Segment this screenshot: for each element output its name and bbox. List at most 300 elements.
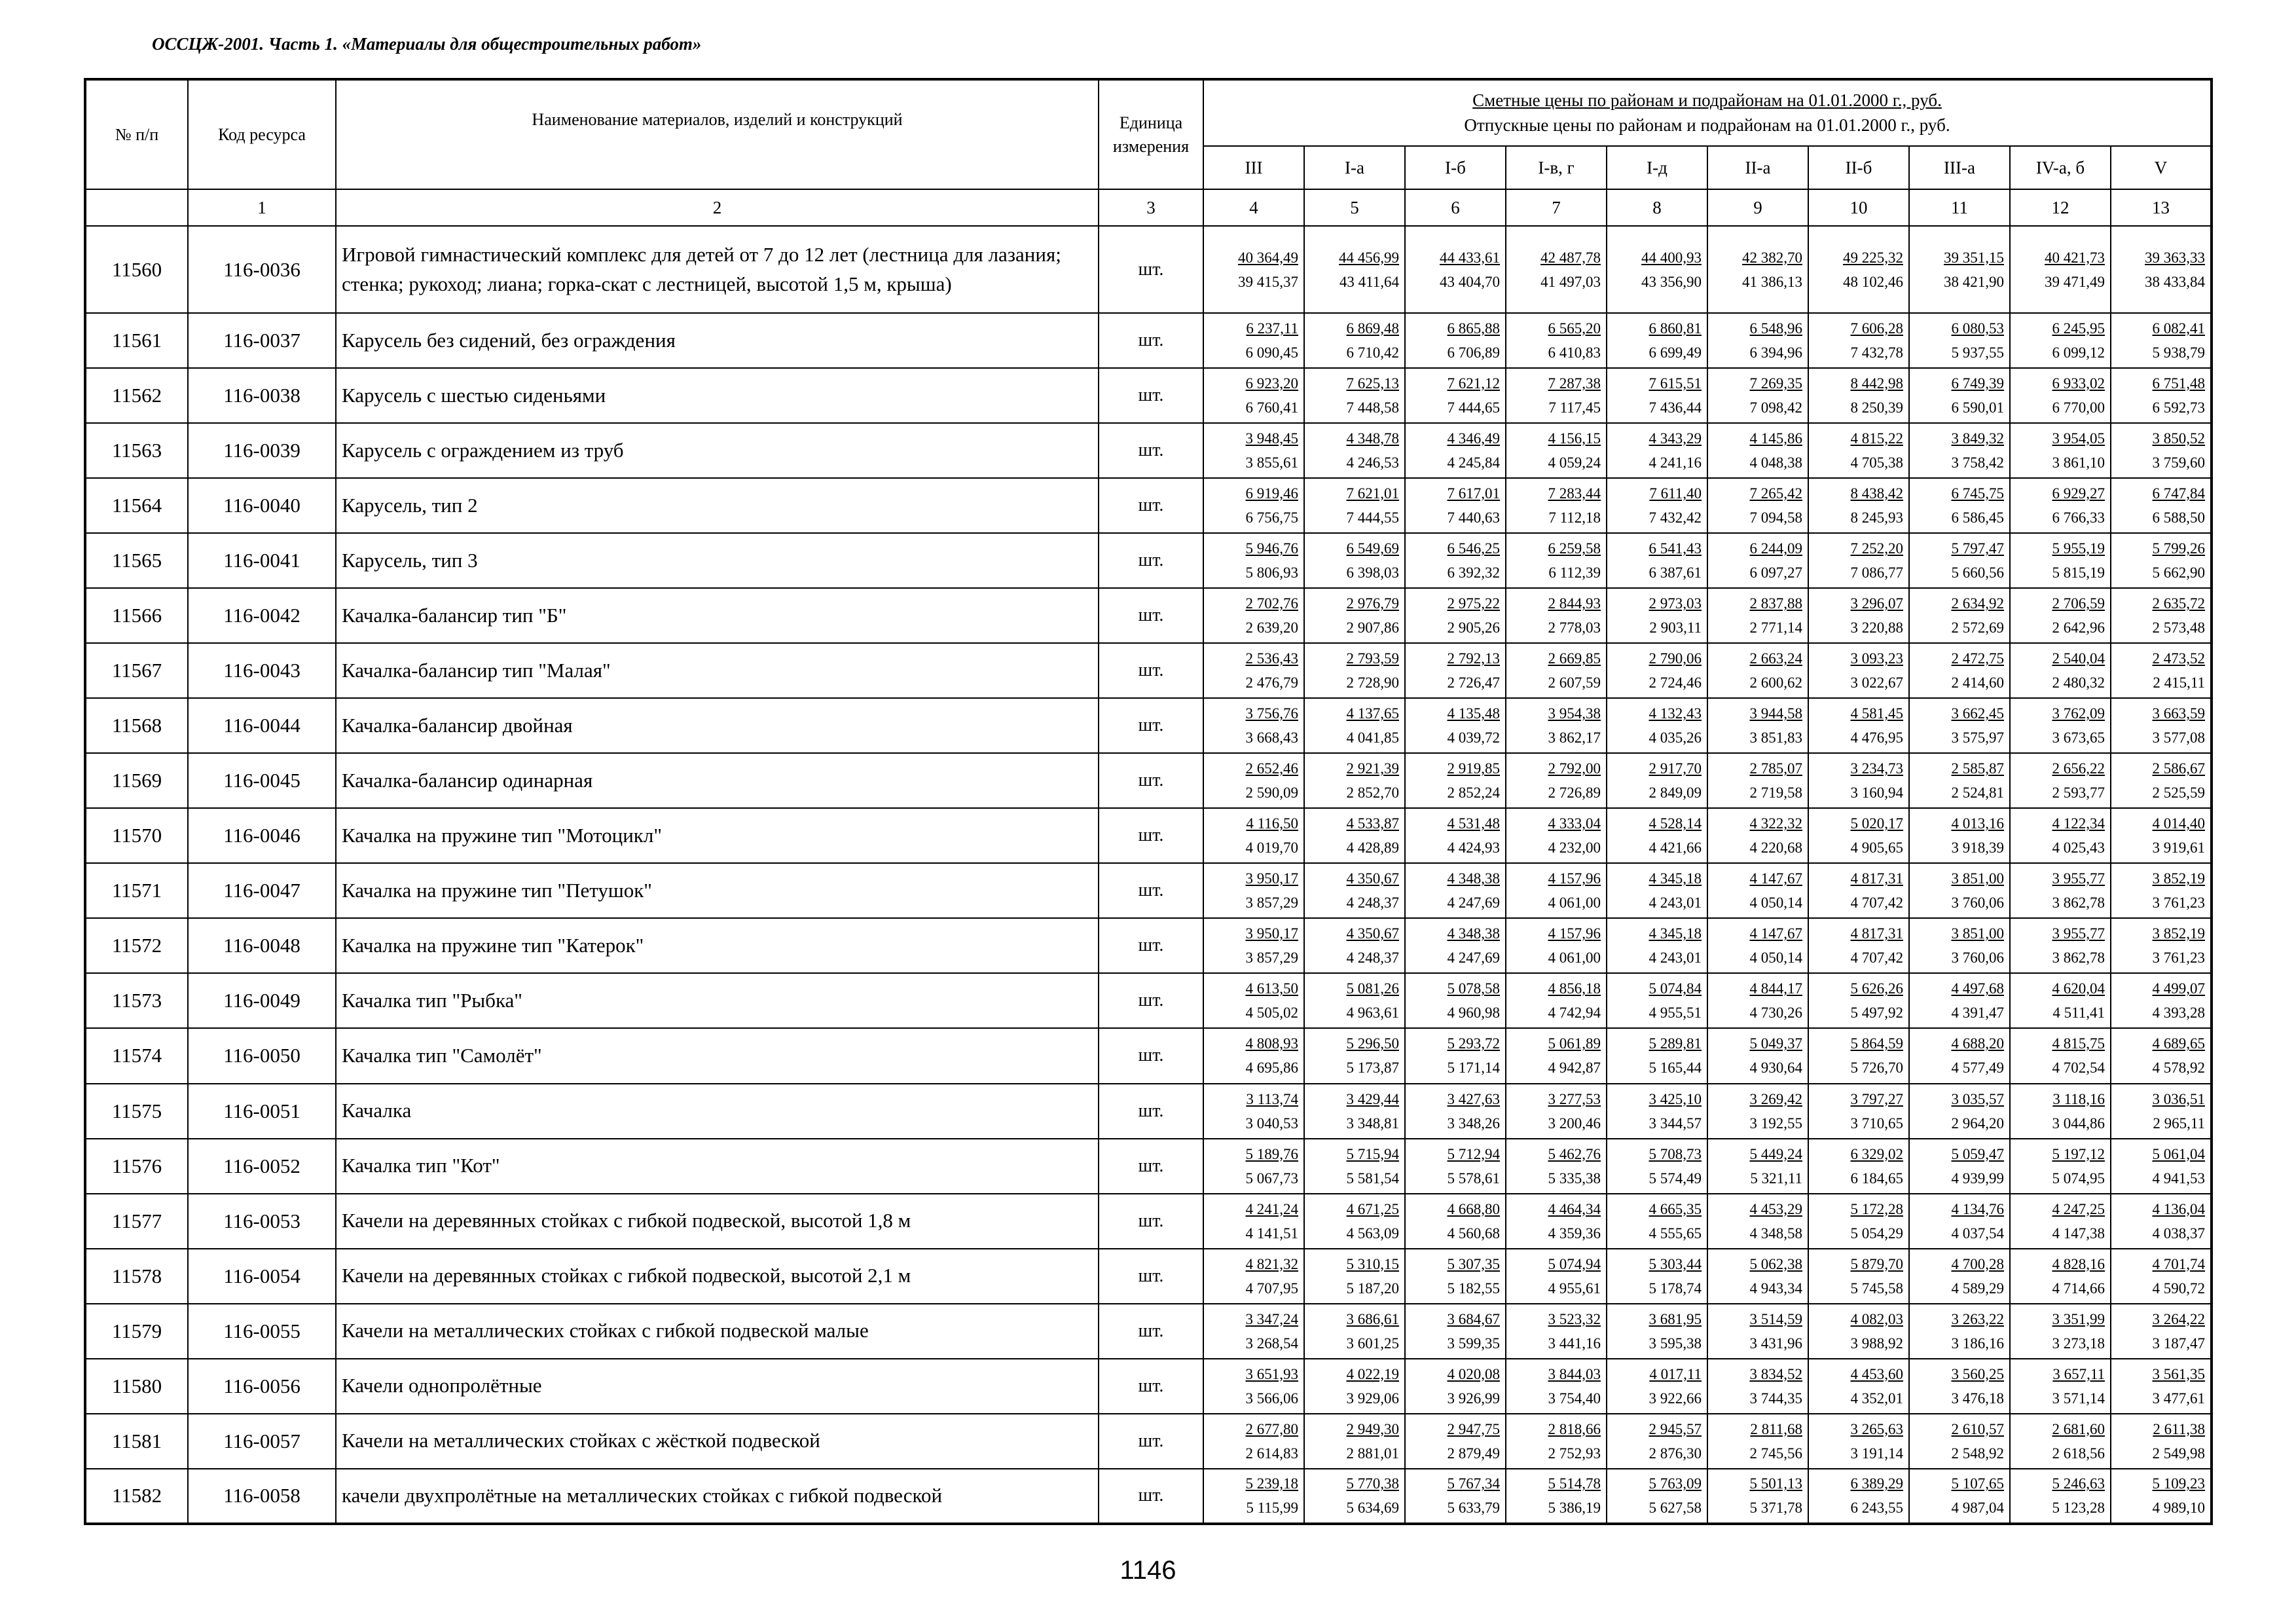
release-price: 4 050,14 [1749, 895, 1802, 912]
estimated-price: 5 239,18 [1245, 1475, 1298, 1492]
estimated-price: 4 613,50 [1245, 980, 1298, 997]
price-cell [1707, 226, 1808, 313]
price-cell [1607, 1028, 1707, 1083]
price-cell [1506, 423, 1607, 478]
material-name: Качели на деревянных стойках с гибкой подвеской, высотой 1,8 м [336, 1194, 1099, 1249]
price-cell [1607, 863, 1707, 918]
price-cell [1808, 226, 1909, 313]
estimated-price: 4 453,29 [1749, 1200, 1802, 1217]
estimated-price: 3 118,16 [2052, 1090, 2105, 1107]
material-name: Качалка-балансир одинарная [336, 753, 1099, 808]
unit: шт. [1099, 1139, 1203, 1194]
estimated-price: 3 844,03 [1548, 1365, 1601, 1382]
price-cell [2111, 478, 2212, 533]
price-cell [1405, 533, 1506, 588]
release-price: 3 476,18 [1951, 1390, 2004, 1407]
price-cell [1909, 643, 2010, 698]
row-number: 11581 [85, 1414, 188, 1469]
price-cell [1405, 863, 1506, 918]
price-cell [1506, 1469, 1607, 1524]
material-name: Качалка на пружине тип "Петушок" [336, 863, 1099, 918]
header-column-number: 2 [336, 189, 1099, 226]
release-price: 4 241,16 [1649, 454, 1702, 471]
release-price: 6 699,49 [1649, 344, 1702, 361]
price-cell [1909, 423, 2010, 478]
release-price: 3 861,10 [2052, 454, 2105, 471]
release-price: 3 022,67 [1850, 674, 1903, 692]
estimated-price: 2 976,79 [1346, 595, 1399, 612]
material-name: Карусель с ограждением из труб [336, 423, 1099, 478]
price-cell [1707, 643, 1808, 698]
price-cell [1607, 643, 1707, 698]
price-cell [1909, 1359, 2010, 1414]
estimated-price: 4 013,16 [1951, 815, 2004, 832]
price-cell [1707, 1028, 1808, 1083]
estimated-price: 5 061,89 [1548, 1035, 1601, 1052]
price-cell [1707, 423, 1808, 478]
table-row [85, 1028, 2212, 1083]
estimated-price: 5 626,26 [1850, 980, 1903, 997]
price-cell [1405, 1084, 1506, 1139]
header-region: I-в, г [1506, 146, 1607, 189]
price-cell [1909, 973, 2010, 1028]
release-price: 3 186,16 [1951, 1335, 2004, 1352]
page-number: 1146 [1120, 1556, 1176, 1585]
price-cell [2010, 478, 2111, 533]
price-cell [1203, 1249, 1304, 1304]
release-price: 2 525,59 [2152, 784, 2205, 802]
price-cell [1506, 1414, 1607, 1469]
release-price: 2 876,30 [1649, 1445, 1702, 1462]
resource-code: 116-0042 [188, 588, 336, 643]
release-price: 6 112,39 [1548, 564, 1601, 581]
estimated-price: 5 715,94 [1346, 1145, 1399, 1162]
material-name: Качели на деревянных стойках с гибкой подвеской, высотой 2,1 м [336, 1249, 1099, 1304]
price-cell [1506, 918, 1607, 973]
resource-code: 116-0044 [188, 698, 336, 753]
release-price: 6 398,03 [1346, 564, 1399, 581]
estimated-price: 3 035,57 [1951, 1090, 2004, 1107]
price-cell [1203, 1028, 1304, 1083]
estimated-price: 4 350,67 [1346, 925, 1399, 942]
estimated-price: 4 157,96 [1548, 870, 1601, 887]
resource-code: 116-0047 [188, 863, 336, 918]
price-cell [1909, 1084, 2010, 1139]
resource-code: 116-0056 [188, 1359, 336, 1414]
release-price: 6 410,83 [1548, 344, 1601, 361]
estimated-price: 44 400,93 [1641, 249, 1702, 266]
release-price: 7 112,18 [1548, 509, 1601, 526]
release-price: 3 926,99 [1447, 1390, 1500, 1407]
release-price: 4 037,54 [1951, 1225, 2004, 1242]
price-cell [1909, 1469, 2010, 1524]
price-cell [1405, 808, 1506, 863]
release-price: 3 220,88 [1850, 619, 1903, 637]
header-prices [1203, 79, 2212, 146]
price-cell [2111, 226, 2212, 313]
unit: шт. [1099, 918, 1203, 973]
price-cell [1506, 1084, 1607, 1139]
release-price: 4 061,00 [1548, 950, 1601, 967]
unit: шт. [1099, 478, 1203, 533]
estimated-price: 5 501,13 [1749, 1475, 1802, 1492]
price-cell [1808, 588, 1909, 643]
estimated-price: 3 948,45 [1245, 430, 1298, 447]
release-price: 7 448,58 [1346, 399, 1399, 416]
price-cell [1808, 1359, 1909, 1414]
estimated-price: 4 700,28 [1951, 1255, 2004, 1272]
price-cell [1304, 588, 1405, 643]
material-name: Игровой гимнастический комплекс для детей от 7 до 12 лет (лестница для лазания; стенка; рукоход; лиана; горка-скат с лестницей, высотой 1,5 м, крыша) [336, 226, 1099, 313]
estimated-price: 3 944,58 [1749, 705, 1802, 722]
estimated-price: 5 197,12 [2052, 1145, 2105, 1162]
estimated-price: 3 036,51 [2152, 1090, 2205, 1107]
estimated-price: 4 701,74 [2152, 1255, 2205, 1272]
estimated-price: 3 851,00 [1951, 925, 2004, 942]
release-price: 3 851,83 [1749, 729, 1802, 747]
price-cell [1304, 753, 1405, 808]
price-cell [1203, 863, 1304, 918]
estimated-price: 7 265,42 [1749, 485, 1802, 502]
row-number: 11576 [85, 1139, 188, 1194]
row-number: 11568 [85, 698, 188, 753]
price-cell [1909, 808, 2010, 863]
estimated-price: 3 950,17 [1245, 925, 1298, 942]
release-price: 4 035,26 [1649, 729, 1702, 747]
estimated-price: 2 540,04 [2052, 650, 2105, 667]
release-price: 6 710,42 [1346, 344, 1399, 361]
release-price: 4 220,68 [1749, 840, 1802, 857]
price-cell [1203, 1304, 1304, 1359]
estimated-price: 5 049,37 [1749, 1035, 1802, 1052]
release-price: 4 232,00 [1548, 840, 1601, 857]
release-price: 3 601,25 [1346, 1335, 1399, 1352]
price-cell [1909, 753, 2010, 808]
release-price: 41 386,13 [1742, 273, 1802, 290]
price-cell [1607, 226, 1707, 313]
price-cell [1304, 423, 1405, 478]
estimated-price: 5 189,76 [1245, 1145, 1298, 1162]
release-price: 2 907,86 [1346, 619, 1399, 637]
estimated-price: 4 147,67 [1749, 925, 1802, 942]
estimated-price: 4 528,14 [1649, 815, 1702, 832]
price-cell [1707, 1249, 1808, 1304]
release-price: 4 905,65 [1850, 840, 1903, 857]
row-number: 11572 [85, 918, 188, 973]
release-price: 2 607,59 [1548, 674, 1601, 692]
table-row [85, 643, 2212, 698]
unit: шт. [1099, 533, 1203, 588]
release-price: 5 578,61 [1447, 1170, 1500, 1187]
price-cell [1203, 1359, 1304, 1414]
estimated-price: 4 156,15 [1548, 430, 1601, 447]
resource-code: 116-0049 [188, 973, 336, 1028]
estimated-price: 6 259,58 [1548, 540, 1601, 557]
release-price: 5 815,19 [2052, 564, 2105, 581]
price-cell [2010, 1084, 2111, 1139]
release-price: 4 359,36 [1548, 1225, 1601, 1242]
estimated-price: 6 546,25 [1447, 540, 1500, 557]
price-cell [2010, 808, 2111, 863]
resource-code: 116-0038 [188, 368, 336, 423]
unit: шт. [1099, 1359, 1203, 1414]
price-cell [1707, 973, 1808, 1028]
estimated-price: 4 082,03 [1850, 1310, 1903, 1327]
release-price: 4 393,28 [2152, 1005, 2205, 1022]
release-price: 2 745,56 [1749, 1445, 1802, 1462]
table-row [85, 1414, 2212, 1469]
table-row [85, 588, 2212, 643]
price-cell [1808, 1469, 1909, 1524]
unit: шт. [1099, 226, 1203, 313]
header-column-number: 13 [2111, 189, 2212, 226]
price-cell [2010, 1194, 2111, 1249]
material-name: Качалка тип "Самолёт" [336, 1028, 1099, 1083]
price-cell [1808, 863, 1909, 918]
price-cell [1909, 478, 2010, 533]
resource-code: 116-0051 [188, 1084, 336, 1139]
estimated-price: 4 348,38 [1447, 870, 1500, 887]
estimated-price: 6 549,69 [1346, 540, 1399, 557]
release-price: 39 415,37 [1238, 273, 1298, 290]
estimated-price: 5 289,81 [1649, 1035, 1702, 1052]
price-cell [1405, 1139, 1506, 1194]
release-price: 4 578,92 [2152, 1060, 2205, 1077]
estimated-price: 49 225,32 [1843, 249, 1903, 266]
release-price: 2 905,26 [1447, 619, 1500, 637]
price-cell [1707, 533, 1808, 588]
estimated-price: 4 348,78 [1346, 430, 1399, 447]
estimated-price: 5 879,70 [1850, 1255, 1903, 1272]
release-price: 43 411,64 [1339, 273, 1399, 290]
release-price: 4 391,47 [1951, 1005, 2004, 1022]
release-price: 4 246,53 [1346, 454, 1399, 471]
price-cell [1304, 1304, 1405, 1359]
price-cell [2010, 973, 2111, 1028]
release-price: 3 595,38 [1649, 1335, 1702, 1352]
unit: шт. [1099, 423, 1203, 478]
release-price: 3 160,94 [1850, 784, 1903, 802]
estimated-price: 2 663,24 [1749, 650, 1802, 667]
price-cell [1405, 973, 1506, 1028]
estimated-price: 3 686,61 [1346, 1310, 1399, 1327]
price-cell [1506, 753, 1607, 808]
price-cell [1405, 588, 1506, 643]
price-cell [1304, 313, 1405, 368]
release-price: 3 760,06 [1951, 950, 2004, 967]
material-name: Качалка тип "Рыбка" [336, 973, 1099, 1028]
price-cell [1506, 313, 1607, 368]
release-price: 3 431,96 [1749, 1335, 1802, 1352]
estimated-price: 4 581,45 [1850, 705, 1903, 722]
estimated-price: 7 287,38 [1548, 375, 1601, 392]
header-region: I-д [1607, 146, 1707, 189]
material-name: Карусель с шестью сиденьями [336, 368, 1099, 423]
price-cell [1909, 1028, 2010, 1083]
estimated-price: 3 849,32 [1951, 430, 2004, 447]
price-cell [2010, 643, 2111, 698]
release-price: 7 436,44 [1649, 399, 1702, 416]
table-row [85, 1359, 2212, 1414]
release-price: 4 563,09 [1346, 1225, 1399, 1242]
estimated-price: 6 869,48 [1346, 320, 1399, 337]
release-price: 3 710,65 [1850, 1115, 1903, 1132]
release-price: 2 548,92 [1951, 1445, 2004, 1462]
estimated-price: 4 464,34 [1548, 1200, 1601, 1217]
release-price: 4 039,72 [1447, 729, 1500, 747]
table-row [85, 423, 2212, 478]
price-cell [2111, 1028, 2212, 1083]
estimated-price: 5 767,34 [1447, 1475, 1500, 1492]
estimated-price: 5 307,35 [1447, 1255, 1500, 1272]
price-cell [2111, 808, 2212, 863]
header-column-number: 1 [188, 189, 336, 226]
estimated-price: 4 020,08 [1447, 1365, 1500, 1382]
estimated-price: 2 919,85 [1447, 760, 1500, 777]
price-cell [1203, 226, 1304, 313]
estimated-price: 39 363,33 [2145, 249, 2205, 266]
price-cell [1405, 753, 1506, 808]
release-price: 3 192,55 [1749, 1115, 1802, 1132]
release-price: 3 441,16 [1548, 1335, 1601, 1352]
estimated-price: 4 022,19 [1346, 1365, 1399, 1382]
price-cell [2010, 1469, 2111, 1524]
header-region: III [1203, 146, 1304, 189]
release-price: 3 673,65 [2052, 729, 2105, 747]
estimated-price: 3 113,74 [1246, 1090, 1298, 1107]
price-cell [1203, 753, 1304, 808]
resource-code: 116-0054 [188, 1249, 336, 1304]
release-price: 43 404,70 [1440, 273, 1500, 290]
estimated-price: 42 487,78 [1540, 249, 1601, 266]
release-price: 5 165,44 [1649, 1060, 1702, 1077]
price-cell [1909, 1414, 2010, 1469]
price-cell [1909, 863, 2010, 918]
price-cell [1203, 1084, 1304, 1139]
table-row [85, 313, 2212, 368]
estimated-price: 3 663,59 [2152, 705, 2205, 722]
price-cell [1808, 753, 1909, 808]
price-cell [2111, 918, 2212, 973]
estimated-price: 4 856,18 [1548, 980, 1601, 997]
release-price: 5 938,79 [2152, 344, 2205, 361]
release-price: 6 097,27 [1749, 564, 1802, 581]
price-cell [1607, 423, 1707, 478]
estimated-price: 3 234,73 [1850, 760, 1903, 777]
price-cell [1405, 1469, 1506, 1524]
header-column-number: 7 [1506, 189, 1607, 226]
estimated-price: 2 473,52 [2152, 650, 2205, 667]
header-column-number: 3 [1099, 189, 1203, 226]
header-column-number: 10 [1808, 189, 1909, 226]
release-price: 5 187,20 [1346, 1280, 1399, 1297]
estimated-price: 4 157,96 [1548, 925, 1601, 942]
price-cell [2010, 588, 2111, 643]
price-cell [1506, 643, 1607, 698]
estimated-price: 4 137,65 [1346, 705, 1399, 722]
estimated-price: 3 954,38 [1548, 705, 1601, 722]
release-price: 4 942,87 [1548, 1060, 1601, 1077]
estimated-price: 2 949,30 [1346, 1420, 1399, 1437]
price-cell [2111, 533, 2212, 588]
unit: шт. [1099, 753, 1203, 808]
estimated-price: 7 252,20 [1850, 540, 1903, 557]
price-cell [2010, 313, 2111, 368]
price-cell [2010, 1028, 2111, 1083]
price-cell [1304, 808, 1405, 863]
estimated-price: 4 665,35 [1649, 1200, 1702, 1217]
estimated-price: 3 347,24 [1245, 1310, 1298, 1327]
release-price: 4 243,01 [1649, 895, 1702, 912]
price-cell [1304, 1249, 1405, 1304]
release-price: 5 171,14 [1447, 1060, 1500, 1077]
price-cell [1707, 1139, 1808, 1194]
estimated-price: 5 172,28 [1850, 1200, 1903, 1217]
price-cell [2111, 588, 2212, 643]
release-price: 7 444,65 [1447, 399, 1500, 416]
release-price: 4 061,00 [1548, 895, 1601, 912]
table-row [85, 1304, 2212, 1359]
estimated-price: 4 145,86 [1749, 430, 1802, 447]
unit: шт. [1099, 643, 1203, 698]
estimated-price: 5 020,17 [1850, 815, 1903, 832]
table-row [85, 226, 2212, 313]
price-cell [1405, 1414, 1506, 1469]
release-price: 2 480,32 [2052, 674, 2105, 692]
release-price: 5 386,19 [1548, 1500, 1601, 1517]
table-row [85, 973, 2212, 1028]
release-price: 4 955,51 [1649, 1005, 1702, 1022]
estimated-price: 6 541,43 [1649, 540, 1702, 557]
price-cell [1203, 478, 1304, 533]
price-cell [2010, 1359, 2111, 1414]
row-number: 11580 [85, 1359, 188, 1414]
estimated-price: 6 860,81 [1649, 320, 1702, 337]
release-price: 39 471,49 [2045, 273, 2105, 290]
price-cell [1304, 368, 1405, 423]
row-number: 11560 [85, 226, 188, 313]
estimated-price: 5 310,15 [1346, 1255, 1399, 1272]
price-cell [1304, 863, 1405, 918]
release-price: 7 444,55 [1346, 509, 1399, 526]
unit: шт. [1099, 313, 1203, 368]
price-cell [1304, 1359, 1405, 1414]
price-cell [1707, 1304, 1808, 1359]
price-cell [2010, 753, 2111, 808]
release-price: 4 428,89 [1346, 840, 1399, 857]
estimated-price: 4 345,18 [1649, 870, 1702, 887]
estimated-price: 6 329,02 [1850, 1145, 1903, 1162]
estimated-price: 8 438,42 [1850, 485, 1903, 502]
release-price: 5 054,29 [1850, 1225, 1903, 1242]
estimated-price: 2 917,70 [1649, 760, 1702, 777]
price-cell [1707, 918, 1808, 973]
release-price: 6 243,55 [1850, 1500, 1903, 1517]
unit: шт. [1099, 1084, 1203, 1139]
release-price: 5 074,95 [2052, 1170, 2105, 1187]
estimated-price: 4 346,49 [1447, 430, 1500, 447]
release-price: 4 243,01 [1649, 950, 1702, 967]
estimated-price: 2 652,46 [1245, 760, 1298, 777]
estimated-price: 6 747,84 [2152, 485, 2205, 502]
release-price: 4 555,65 [1649, 1225, 1702, 1242]
estimated-price: 2 677,80 [1245, 1420, 1298, 1437]
estimated-price: 3 296,07 [1850, 595, 1903, 612]
price-cell [1405, 313, 1506, 368]
release-price: 4 511,41 [2052, 1005, 2105, 1022]
release-price: 2 879,49 [1447, 1445, 1500, 1462]
estimated-price: 4 134,76 [1951, 1200, 2004, 1217]
